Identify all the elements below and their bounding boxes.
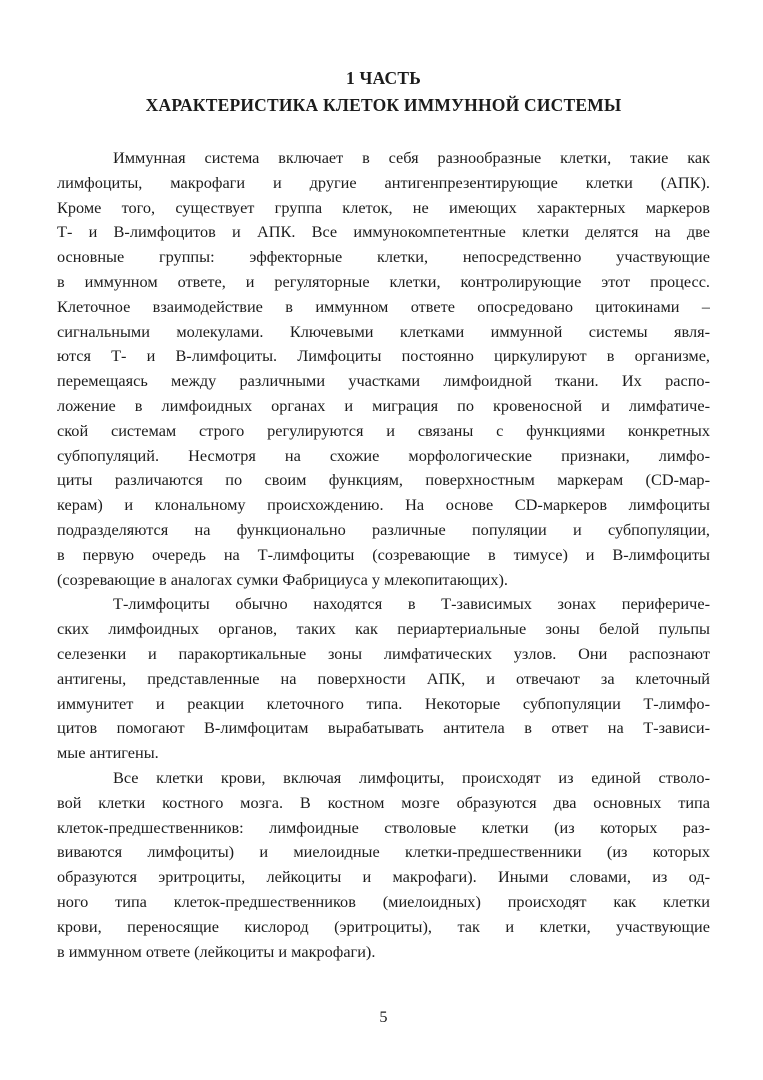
text-line: (созревающие в аналогах сумки Фабрициуса у млекопитающих).	[57, 569, 508, 589]
page-number: 5	[379, 1007, 388, 1026]
text-line: Кроме того, существует группа клеток, не имеющих характерных маркеров	[57, 197, 710, 217]
text-line: ской системам строго регулируются и связаны с функциями конкретных	[57, 420, 710, 440]
text-line: Все клетки крови, включая лимфоциты, происходят из единой стволо-	[113, 767, 710, 787]
text-line: в иммунном ответе (лейкоциты и макрофаги).	[57, 941, 376, 961]
text-line: Т-лимфоциты обычно находятся в Т-зависимых зонах перифериче-	[113, 594, 710, 614]
text-line: вой клетки костного мозга. В костном мозге образуются два основных типа	[57, 792, 710, 812]
text-line: крови, переносящие кислород (эритроциты), так и клетки, участвующие	[57, 916, 710, 936]
text-line: Т- и В-лимфоцитов и АПК. Все иммунокомпетентные клетки делятся на две	[57, 222, 710, 242]
text-line: основные группы: эффекторные клетки, непосредственно участвующие	[57, 247, 710, 267]
text-line: иммунитет и реакции клеточного типа. Некоторые субпопуляции Т-лимфо-	[57, 693, 710, 713]
text-line: лимфоциты, макрофаги и другие антигенпрезентирующие клетки (АПК).	[57, 172, 710, 192]
text-line: подразделяются на функционально различные популяции и субпопуляции,	[57, 519, 710, 539]
chapter-heading	[57, 65, 710, 119]
text-line: селезенки и паракортикальные зоны лимфатических узлов. Они распознают	[57, 643, 710, 663]
text-line: цитов помогают В-лимфоцитам вырабатывать антитела в ответ на Т-зависи-	[57, 718, 710, 738]
chapter-title-line: ХАРАКТЕРИСТИКА КЛЕТОК ИММУННОЙ СИСТЕМЫ	[145, 95, 622, 115]
chapter-number-line: 1 ЧАСТЬ	[345, 68, 421, 88]
text-line: Клеточное взаимодействие в иммунном ответе опосредовано цитокинами –	[57, 296, 710, 316]
text-line: в первую очередь на Т-лимфоциты (созревающие в тимусе) и В-лимфоциты	[57, 544, 710, 564]
text-line: в иммунном ответе, и регуляторные клетки, контролирующие этот процесс.	[57, 271, 710, 291]
text-line: субпопуляций. Несмотря на схожие морфологические признаки, лимфо-	[57, 445, 710, 465]
text-line: клеток-предшественников: лимфоидные стволовые клетки (из которых раз-	[57, 817, 710, 837]
text-line: ских лимфоидных органов, таких как периартериальные зоны белой пульпы	[57, 619, 710, 639]
text-line: циты различаются по своим функциям, поверхностным маркерам (CD-мар-	[57, 470, 710, 490]
text-line: образуются эритроциты, лейкоциты и макрофаги). Иными словами, из од-	[57, 867, 710, 887]
text-line: перемещаясь между различными участками лимфоидной ткани. Их распо-	[57, 371, 710, 391]
text-line: антигены, представленные на поверхности АПК, и отвечают за клеточный	[57, 668, 710, 688]
text-line: Иммунная система включает в себя разнообразные клетки, такие как	[113, 148, 710, 167]
text-line: ются Т- и В-лимфоциты. Лимфоциты постоянно циркулируют в организме,	[57, 346, 710, 366]
text-line: сигнальными молекулами. Ключевыми клетками иммунной системы явля-	[57, 321, 710, 341]
text-line: мые антигены.	[57, 743, 159, 763]
text-line: керам) и клональному происхождению. На основе CD-маркеров лимфоциты	[57, 495, 710, 515]
text-line: ложение в лимфоидных органах и миграция по кровеносной и лимфатиче-	[57, 395, 710, 415]
body-text	[57, 146, 710, 964]
text-line: ного типа клеток-предшественников (миелоидных) происходят как клетки	[57, 891, 710, 911]
text-line: виваются лимфоциты) и миелоидные клетки-предшественники (из которых	[57, 842, 710, 862]
